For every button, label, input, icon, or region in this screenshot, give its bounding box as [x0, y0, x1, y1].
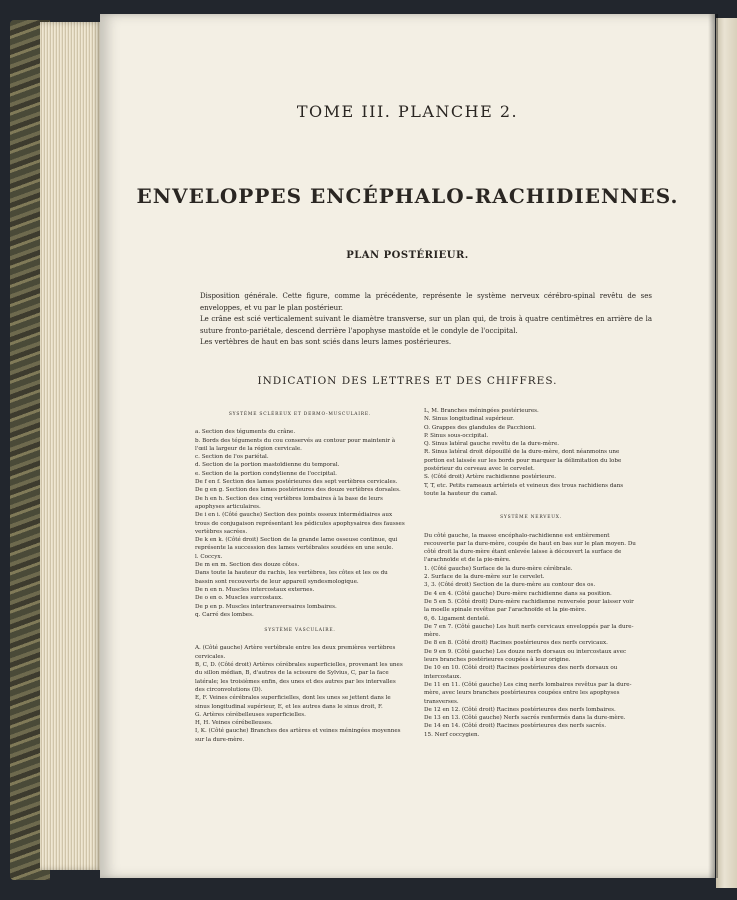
section-list	[195, 428, 405, 619]
intro-text	[200, 291, 652, 349]
legend-item: I, K. (Côté gauche) Branches des artères et veines méningées moyennes sur la dure-mère.	[195, 728, 401, 743]
legend-item: q. Carré des lombes.	[195, 611, 254, 618]
legend-item: De i en i. (Côté gauche) Section des points osseux intermédiaires aux trous de conjugaison représentant les pédicules apophysaires des fausses vertèbres sacrées.	[195, 512, 405, 535]
legend-item: O. Grappes des glandules de Pacchioni.	[424, 424, 536, 431]
page-title: ENVELOPPES ENCÉPHALO-RACHIDIENNES.	[136, 184, 679, 208]
section-heading: SYSTÈME NERVEUX.	[500, 515, 562, 521]
plate-number: TOME III. PLANCHE 2.	[296, 102, 519, 121]
legend-item: L, M. Branches méningées postérieures.	[424, 408, 539, 414]
intro-paragraph: Le crâne est scié verticalement suivant le diamètre transverse, sur un plan qui, de trois à quatre centimètres en arrière de la suture fronto-pariétale, descend derrière l'apophyse mastoïde et le condyle de l'occipital.	[200, 315, 652, 335]
legend-item: A. (Côté gauche) Artère vertébrale entre les deux premières vertèbres cervicales.	[195, 645, 396, 660]
page-subtitle: PLAN POSTÉRIEUR.	[346, 250, 469, 261]
legend-item: De k en k. (Côté droit) Section de la grande lame osseuse continue, qui représente la succession des lames vertébrales soudées en une seule.	[195, 537, 398, 552]
legend-item: De o en o. Muscles surcostaux.	[195, 595, 283, 602]
legend-item: N. Sinus longitudinal supérieur.	[424, 416, 514, 423]
legend-item: De p en p. Muscles intertransversaires lombaires.	[195, 603, 337, 610]
legend-item: 15. Nerf coccygien.	[424, 731, 480, 738]
legend-item: R. Sinus latéral droit dépouillé de la dure-mère, dont néanmoins une portion est laissée sur les bords pour marquer la délimitation du lobe postérieur du cerveau avec le cervelet.	[424, 449, 622, 473]
intro-paragraph: Disposition générale. Cette figure, comme la précédente, représente le système nerveux cérébro-spinal revêtu de ses enveloppes, et vu par le plan postérieur.	[200, 292, 652, 312]
indication-heading: INDICATION DES LETTRES ET DES CHIFFRES.	[257, 375, 558, 387]
gutter-shadow	[708, 14, 718, 878]
legend-item: T, T, etc. Petits rameaux artériels et veineux des trous rachidiens dans toute la hauteur du canal.	[424, 482, 624, 497]
legend-item: 6, 6. Ligament dentelé.	[424, 615, 490, 622]
legend-item: P. Sinus sous-occipital.	[424, 432, 489, 439]
legend-item: 2. Surface de la dure-mère sur le cervelet.	[424, 574, 545, 581]
legend-item: H, H. Veines cérébelleuses.	[195, 720, 273, 727]
legend-item: De 9 en 9. (Côté gauche) Les douze nerfs dorsaux ou intercostaux avec leurs branches postérieures coupées à leur origine.	[424, 648, 627, 664]
section-heading: SYSTÈME VASCULAIRE.	[264, 628, 336, 634]
left-column	[195, 409, 405, 744]
legend-item: De 7 en 7. (Côté gauche) Les huit nerfs cervicaux enveloppés par la dure-mère.	[424, 623, 634, 639]
facing-page-edge	[716, 18, 737, 888]
legend-item: Dans toute la hauteur du rachis, les vertèbres, les côtes et les os du bassin sont recouverts de leur appareil syndesmologique.	[195, 570, 388, 585]
legend-item: l. Coccyx.	[195, 553, 223, 560]
section-list	[424, 532, 638, 739]
legend-item: De 10 en 10. (Côté droit) Racines postérieures des nerfs dorsaux ou intercostaux.	[424, 665, 618, 680]
legend-item: B, C, D. (Côté droit) Artères cérébrales superficielles, provenant les unes du sillon médian, B, d'autres de la scissure de Sylvius, C, par la face latérale; les troisièmes enfin, des unes et des autres par les intervalles des circonvolutions (D).	[195, 662, 403, 693]
section-list	[195, 644, 405, 744]
legend-item: De 4 en 4. (Côté gauche) Dure-mère rachidienne dans sa position.	[424, 590, 612, 597]
legend-item: De 5 en 5. (Côté droit) Dure-mère rachidienne renversée pour laisser voir la moelle spinale revêtue par l'arachnoïde et la pie-mère.	[424, 598, 634, 614]
legend-item: 3, 3. (Côté droit) Section de la dure-mère au contour des os.	[424, 582, 596, 589]
legend-item: De 11 en 11. (Côté gauche) Les cinq nerfs lombaires revêtus par la dure-mère, avec leurs branches postérieures coupées entre les apophyses transverses.	[424, 681, 632, 705]
legend-item: G. Artères cérébelleuses superficielles.	[195, 711, 306, 718]
legend-item: S. (Côté droit) Artère rachidienne postérieure.	[424, 474, 557, 481]
legend-item: De f en f. Section des lames postérieures des sept vertèbres cervicales.	[195, 479, 398, 486]
legend-item: De 13 en 13. (Côté gauche) Nerfs sacrés renfermés dans la dure-mère.	[424, 715, 626, 722]
legend-item: c. Section de l'os pariétal.	[195, 454, 269, 461]
legend-item: Q. Sinus latéral gauche revêtu de la dure-mère.	[424, 441, 560, 448]
legend-item: a. Section des téguments du crâne.	[195, 429, 296, 436]
legend-item: e. Section de la portion condylienne de l'occipital.	[195, 470, 337, 477]
book-page	[100, 14, 715, 878]
page-edges	[40, 22, 102, 870]
legend-item: De m en m. Section des douze côtes.	[195, 562, 300, 569]
legend-item: De 12 en 12. (Côté droit) Racines postérieures des nerfs lombaires.	[424, 706, 616, 713]
intro-paragraph: Les vertèbres de haut en bas sont sciés dans leurs lames postérieures.	[200, 338, 452, 346]
legend-item: De n en n. Muscles intercostaux externes.	[195, 586, 315, 593]
section-heading: SYSTÈME SCLÉREUX ET DERMO-MUSCULAIRE.	[228, 412, 372, 417]
right-column	[424, 407, 638, 739]
legend-item: De h en h. Section des cinq vertèbres lombaires à la base de leurs apophyses articulaires.	[195, 495, 383, 510]
legend-item: E, F. Veines cérébrales superficielles, dont les unes se jettent dans le sinus longitudinal supérieur, E, et les autres dans le sinus droit, F.	[195, 695, 391, 710]
legend-item: De 14 en 14. (Côté droit) Racines postérieures des nerfs sacrés.	[424, 723, 606, 730]
legend-item: De 8 en 8. (Côté droit) Racines postérieures des nerfs cervicaux.	[424, 640, 608, 647]
legend-item: b. Bords des téguments du cou conservés au contour pour maintenir à l'œil la largeur de la région cervicale.	[195, 437, 396, 452]
section-list	[424, 407, 638, 498]
legend-item: Du côté gauche, la masse encéphalo-rachidienne est entièrement recouverte par la dure-mère, coupée de haut en bas sur le plan moyen. Du côté droit la dure-mère étant enlevée laisse à découvert la surface de l'arachnoïde et de la pie-mère.	[424, 532, 636, 564]
legend-item: d. Section de la portion mastoïdienne du temporal.	[195, 462, 340, 469]
legend-item: 1. (Côté gauche) Surface de la dure-mère cérébrale.	[424, 565, 573, 572]
legend-item: De g en g. Section des lames postérieures des douze vertèbres dorsales.	[195, 487, 401, 494]
